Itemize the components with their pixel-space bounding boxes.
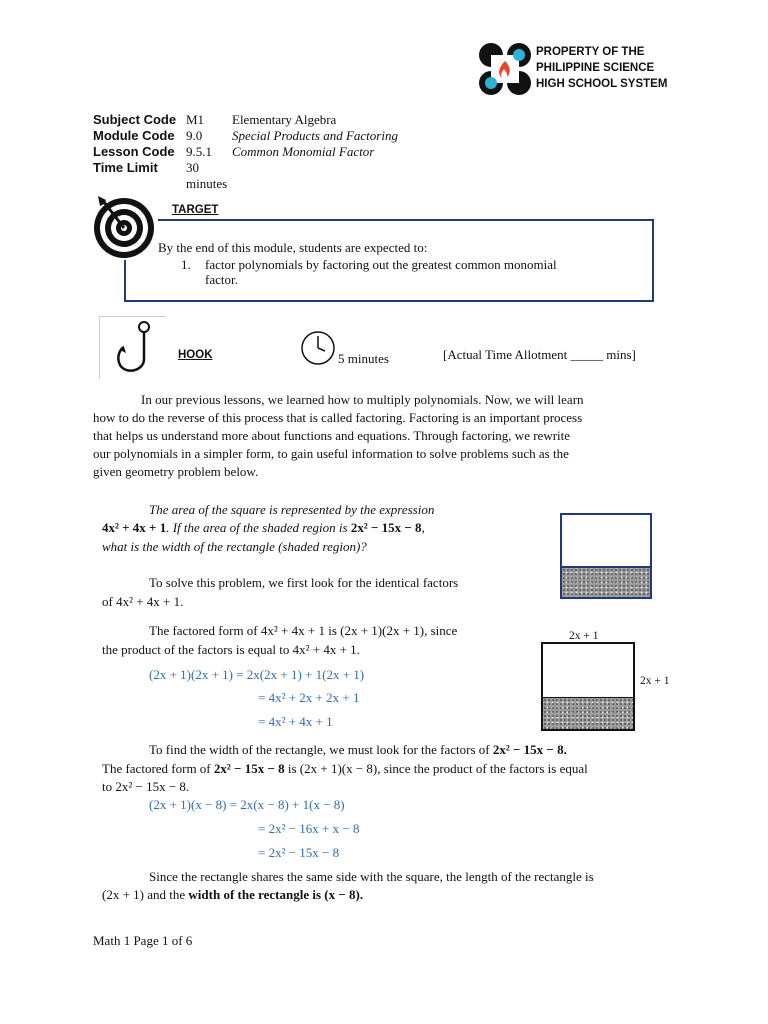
solve-line: To solve this problem, we first look for the identical factors <box>149 575 459 590</box>
problem-text: , <box>421 520 425 535</box>
side-label-right: 2x + 1 <box>640 675 670 687</box>
target-icon <box>90 192 158 260</box>
solve-line <box>102 886 363 904</box>
paragraph-line: In our previous lessons, we learned how to multiply polynomials. Now, we will learn <box>141 392 584 407</box>
shaded-expression: 2x² − 15x − 8 <box>350 520 422 535</box>
width-answer: width of the rectangle is (x − 8). <box>188 887 364 902</box>
solve-text: The factored form of <box>102 761 214 776</box>
meta-label: Subject Code <box>93 112 177 127</box>
meta-code: M1 <box>186 112 205 127</box>
hook-allotment: [Actual Time Allotment _____ mins] <box>443 347 636 362</box>
shaded-region <box>543 697 633 729</box>
target-item-number: 1. <box>181 257 191 272</box>
hook-heading: HOOK <box>178 349 213 361</box>
paragraph-line: that helps us understand more about functions and equations. Through factoring, we rewrite <box>93 428 571 443</box>
meta-value: 30 minutes <box>186 160 228 191</box>
side-label-top: 2x + 1 <box>569 630 599 642</box>
factor-expression: 2x² − 15x − 8. <box>492 742 567 757</box>
equation-line: = 4x² + 2x + 2x + 1 <box>258 690 360 705</box>
org-line: PHILIPPINE SCIENCE <box>536 62 655 74</box>
problem-line: what is the width of the rectangle (shaded region)? <box>102 539 367 554</box>
meta-value: Special Products and Factoring <box>232 128 398 143</box>
org-line: PROPERTY OF THE <box>536 46 645 58</box>
solve-line: The factored form of 4x² + 4x + 1 is (2x + 1)(2x + 1), since <box>149 623 458 638</box>
solve-line: to 2x² − 15x − 8. <box>102 779 190 794</box>
paragraph-line: how to do the reverse of this process that is called factoring. Factoring is an important process <box>93 410 583 425</box>
hook-duration: 5 minutes <box>338 351 389 366</box>
meta-label: Time Limit <box>93 160 158 175</box>
org-name <box>536 44 667 92</box>
solve-text: To find the width of the rectangle, we must look for the factors of <box>149 742 493 757</box>
solve-line <box>149 741 567 759</box>
solve-line: of 4x² + 4x + 1. <box>102 594 184 609</box>
meta-value: Elementary Algebra <box>232 112 337 127</box>
hook-icon <box>99 316 166 379</box>
equation-line: = 2x² − 15x − 8 <box>258 845 340 860</box>
paragraph-line: our polynomials in a simpler form, to gain useful information to solve problems such as the <box>93 446 569 461</box>
labeled-square-figure <box>541 642 635 731</box>
solve-line: Since the rectangle shares the same side with the square, the length of the rectangle is <box>149 869 594 884</box>
problem-line <box>102 519 425 537</box>
meta-value: Common Monomial Factor <box>232 144 375 159</box>
org-line: HIGH SCHOOL SYSTEM <box>536 78 668 90</box>
pshs-logo-icon <box>478 42 532 96</box>
equation-line: (2x + 1)(2x + 1) = 2x(2x + 1) + 1(2x + 1) <box>149 667 365 682</box>
meta-code: 9.0 <box>186 128 203 143</box>
shaded-region <box>562 566 650 597</box>
equation-line: = 4x² + 4x + 1 <box>258 714 333 729</box>
equation-line: = 2x² − 16x + x − 8 <box>258 821 360 836</box>
target-heading: TARGET <box>172 204 219 216</box>
target-intro: By the end of this module, students are expected to: <box>158 240 428 255</box>
solve-text: is (2x + 1)(x − 8), since the product of the factors is equal <box>284 761 588 776</box>
meta-label: Lesson Code <box>93 144 175 159</box>
problem-line: The area of the square is represented by the expression <box>149 502 435 517</box>
clock-icon <box>300 330 336 366</box>
solve-text: (2x + 1) and the <box>102 887 189 902</box>
equation-line: (2x + 1)(x − 8) = 2x(x − 8) + 1(x − 8) <box>149 797 345 812</box>
meta-code: 9.5.1 <box>186 144 212 159</box>
intro-paragraph <box>93 391 671 481</box>
solve-line: the product of the factors is equal to 4x² + 4x + 1. <box>102 642 360 657</box>
page-footer: Math 1 Page 1 of 6 <box>93 933 193 948</box>
area-expression: 4x² + 4x + 1 <box>102 520 167 535</box>
target-item-line: factor. <box>205 272 238 287</box>
solve-line <box>102 760 588 778</box>
paragraph-line: given geometry problem below. <box>93 464 259 479</box>
factor-expression: 2x² − 15x − 8 <box>213 761 285 776</box>
target-item-line: factor polynomials by factoring out the greatest common monomial <box>205 257 557 272</box>
square-figure <box>560 513 652 599</box>
meta-label: Module Code <box>93 128 175 143</box>
problem-text: . If the area of the shaded region is <box>166 520 351 535</box>
